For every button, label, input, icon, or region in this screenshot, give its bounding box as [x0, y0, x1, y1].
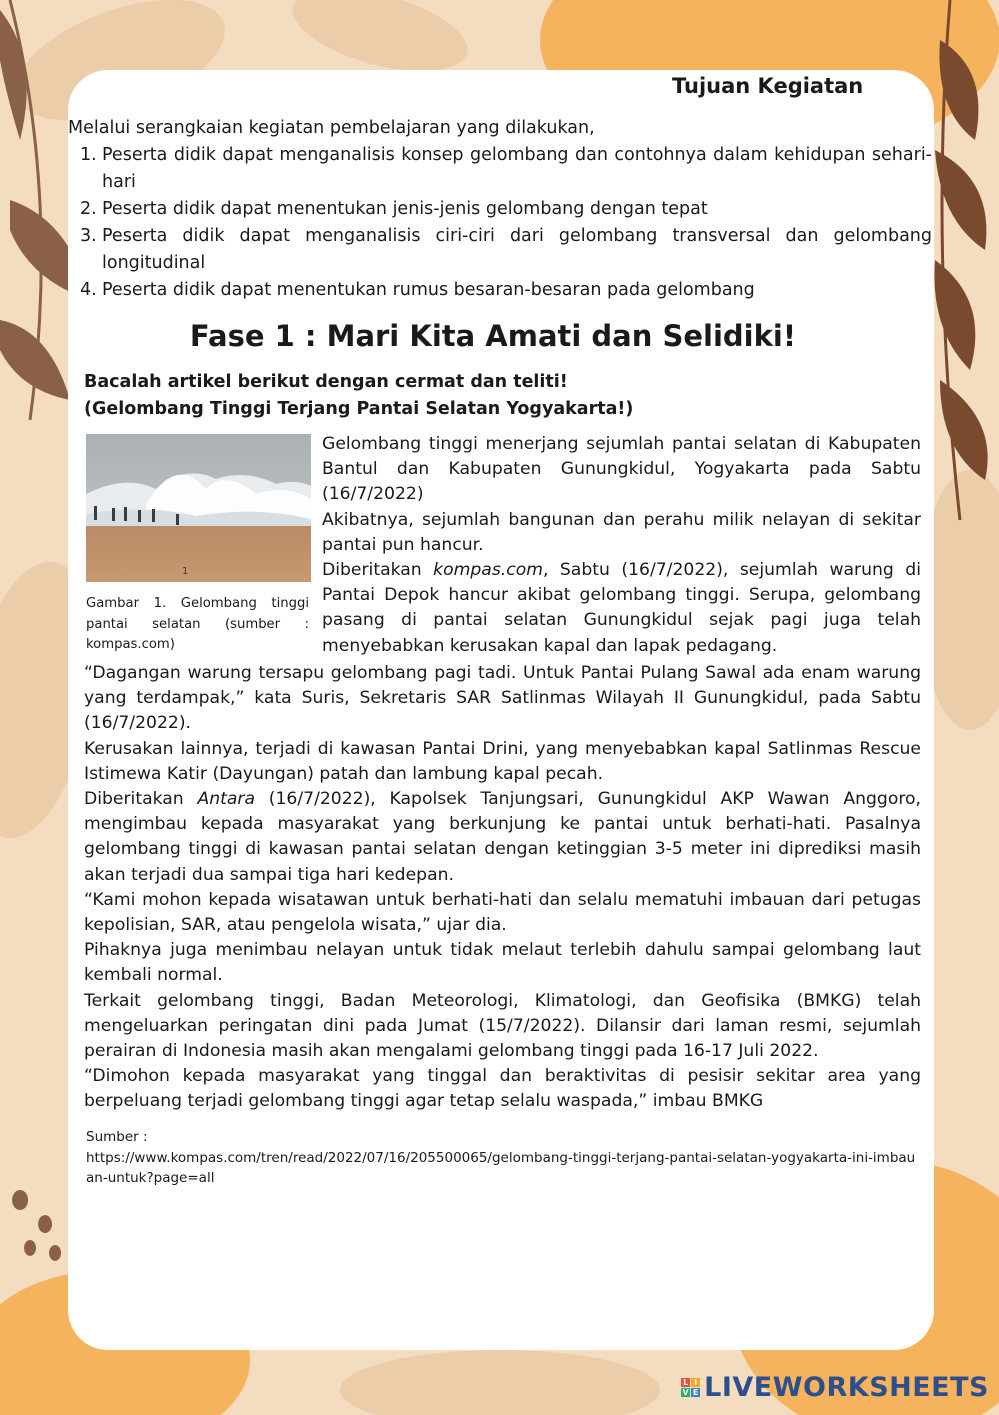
logo-letter: V	[682, 1388, 689, 1397]
goals-intro: Melalui serangkaian kegiatan pembelajaran yang dilakukan,	[68, 118, 595, 138]
source-label: Sumber :	[86, 1129, 148, 1145]
list-item: 3. Peserta didik dapat menganalisis ciri-ciri dari gelombang transversal dan gelombang longitudinal	[80, 226, 932, 273]
article-paragraph: Kerusakan lainnya, terjadi di kawasan Pantai Drini, yang menyebabkan kapal Satlinmas Rescue Istimewa Katir (Dayungan) patah dan lambung kapal pecah.	[84, 738, 921, 784]
source-name: kompas.com	[433, 560, 543, 581]
article-paragraph: “Dimohon kepada masyarakat yang tinggal dan beraktivitas di pesisir sekitar area yang berpeluang terjadi gelombang tinggi agar tetap selalu waspada,” imbau BMKG	[84, 1066, 921, 1112]
source-name: Antara	[197, 789, 255, 810]
sand-marker: 1	[182, 566, 189, 577]
goals-list	[80, 142, 932, 304]
article-paragraph: Terkait gelombang tinggi, Badan Meteorologi, Klimatologi, dan Geofisika (BMKG) telah mengeluarkan peringatan dini pada Jumat (15/7/2022). Dilansir dari laman resmi, sejumlah perairan di Indonesia masih akan mengalami gelombang tinggi pada 16-17 Juli 2022.	[84, 990, 921, 1062]
list-item: 1. Peserta didik dapat menganalisis konsep gelombang dan contohnya dalam kehidupan sehari-hari	[80, 145, 932, 192]
article-paragraph: Diberitakan Antara (16/7/2022), Kapolsek Tanjungsari, Gunungkidul AKP Wawan Anggoro, mengimbau kepada masyarakat yang berkunjung ke pantai untuk berhati-hati. Pasalnya gelombang tinggi di kawasan pantai selatan dengan ketinggian 3-5 meter ini diprediksi masih akan terjadi dua sampai tiga hari kedepan.	[84, 789, 921, 885]
source-url[interactable]: https://www.kompas.com/tren/read/2022/07/16/205500065/gelombang-tinggi-terjang-pantai-selatan-yogyakarta-ini-imbauan-untuk?page=all	[86, 1149, 916, 1186]
logo-text: LIVEWORKSHEETS	[704, 1372, 989, 1403]
article-body	[84, 661, 921, 1115]
reading-instruction	[84, 369, 924, 423]
liveworksheets-logo[interactable]	[681, 1372, 989, 1403]
wave-photo	[86, 434, 311, 582]
article-paragraph: Gelombang tinggi menerjang sejumlah pantai selatan di Kabupaten Bantul dan Kabupaten Gunungkidul, Yogyakarta pada Sabtu (16/7/2022)	[322, 434, 921, 505]
article-paragraph: Diberitakan kompas.com, Sabtu (16/7/2022), sejumlah warung di Pantai Depok hancur akibat gelombang tinggi. Serupa, gelombang pasang di pantai selatan Gunungkidul sejak pagi juga telah menyebabkan kerusakan kapal dan lapak pedagang.	[322, 560, 921, 656]
article-paragraph: Pihaknya juga menimbau nelayan untuk tidak melaut terlebih dahulu sampai gelombang laut kembali normal.	[84, 940, 921, 986]
source-reference	[86, 1127, 916, 1189]
logo-letter: E	[692, 1388, 699, 1397]
article-paragraph: “Kami mohon kepada wisatawan untuk berhati-hati dan selalu mematuhi imbauan dari petugas kepolisian, SAR, atau pengelola wisata,” ujar dia.	[84, 889, 921, 936]
article-title: (Gelombang Tinggi Terjang Pantai Selatan Yogyakarta!)	[84, 399, 634, 419]
article-paragraph: “Dagangan warung tersapu gelombang pagi tadi. Untuk Pantai Pulang Sawal ada enam warung yang terdampak,” kata Suris, Sekretaris SAR Satlinmas Wilayah II Gunungkidul, pada Sabtu (16/7/2022).	[84, 663, 921, 734]
activity-title: Tujuan Kegiatan	[672, 74, 864, 98]
list-item: 4. Peserta didik dapat menentukan rumus besaran-besaran pada gelombang	[80, 280, 755, 300]
logo-letter: L	[683, 1378, 689, 1387]
instruction-text: Bacalah artikel berikut dengan cermat dan teliti!	[84, 372, 568, 392]
list-item: 2. Peserta didik dapat menentukan jenis-jenis gelombang dengan tepat	[80, 199, 708, 219]
logo-icon	[681, 1378, 700, 1397]
logo-letter: I	[691, 1378, 700, 1387]
figure-caption: Gambar 1. Gelombang tinggi pantai selatan (sumber : kompas.com)	[86, 596, 309, 652]
article-side-text	[322, 432, 921, 659]
article-paragraph: Akibatnya, sejumlah bangunan dan perahu milik nelayan di sekitar pantai pun hancur.	[322, 509, 921, 555]
phase-title: Fase 1 : Mari Kita Amati dan Selidiki!	[189, 319, 797, 353]
